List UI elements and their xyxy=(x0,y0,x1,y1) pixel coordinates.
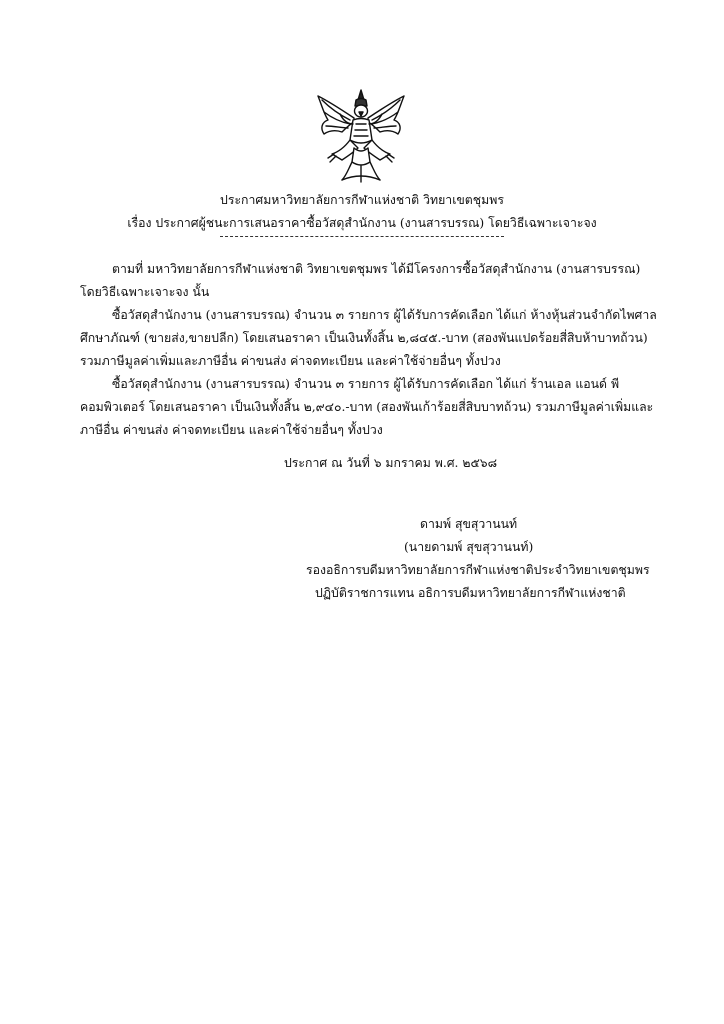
announcement-date: ประกาศ ณ วันที่ ๖ มกราคม พ.ศ. ๒๕๖๘ xyxy=(284,456,498,470)
announcement-title: ประกาศมหาวิทยาลัยการกีฬาแห่งชาติ วิทยาเขตชุมพร xyxy=(220,193,504,207)
announcement-subject: เรื่อง ประกาศผู้ชนะการเสนอราคาซื้อวัสดุสำนักงาน (งานสารบรรณ) โดยวิธีเฉพาะเจาะจง xyxy=(127,216,597,230)
signer-acting-position: ปฏิบัติราชการแทน อธิการบดีมหาวิทยาลัยการกีฬาแห่งชาติ xyxy=(315,586,626,600)
paragraph-2-line: ซื้อวัสดุสำนักงาน (งานสารบรรณ) จำนวน ๓ รายการ ผู้ได้รับการคัดเลือก ได้แก่ ห้างหุ้นส่วนจำกัดไพศาล xyxy=(112,308,657,322)
paragraph-3-line: คอมพิวเตอร์ โดยเสนอราคา เป็นเงินทั้งสิ้น ๒,๙๔๐.-บาท (สองพันเก้าร้อยสี่สิบบาทถ้วน) รวมภาษีมูลค่าเพิ่มและ xyxy=(80,400,654,414)
paragraph-1-line: ตามที่ มหาวิทยาลัยการกีฬาแห่งชาติ วิทยาเขตชุมพร ได้มีโครงการซื้อวัสดุสำนักงาน (งานสารบรรณ) xyxy=(112,262,641,276)
paragraph-2-line: ศึกษาภัณฑ์ (ขายส่ง,ขายปลีก) โดยเสนอราคา เป็นเงินทั้งสิ้น ๒,๘๔๕.-บาท (สองพันแปดร้อยสี่สิบห้าบาทถ้วน) xyxy=(80,331,648,345)
garuda-emblem-icon xyxy=(312,88,410,184)
paragraph-3-line: ภาษีอื่น ค่าขนส่ง ค่าจดทะเบียน และค่าใช้จ่ายอื่นๆ ทั้งปวง xyxy=(80,423,383,437)
signature: ดามพ์ สุขสุวานนท์ xyxy=(420,517,518,531)
paragraph-3-line: ซื้อวัสดุสำนักงาน (งานสารบรรณ) จำนวน ๓ รายการ ผู้ได้รับการคัดเลือก ได้แก่ ร้านเอล แอนด์ พี xyxy=(112,377,620,391)
paragraph-1-line: โดยวิธีเฉพาะเจาะจง นั้น xyxy=(80,285,210,299)
signer-name: (นายดามพ์ สุขสุวานนท์) xyxy=(404,540,534,554)
signer-position: รองอธิการบดีมหาวิทยาลัยการกีฬาแห่งชาติประจำวิทยาเขตชุมพร xyxy=(306,563,650,577)
paragraph-2-line: รวมภาษีมูลค่าเพิ่มและภาษีอื่น ค่าขนส่ง ค่าจดทะเบียน และค่าใช้จ่ายอื่นๆ ทั้งปวง xyxy=(80,354,501,368)
title-separator xyxy=(220,236,504,237)
